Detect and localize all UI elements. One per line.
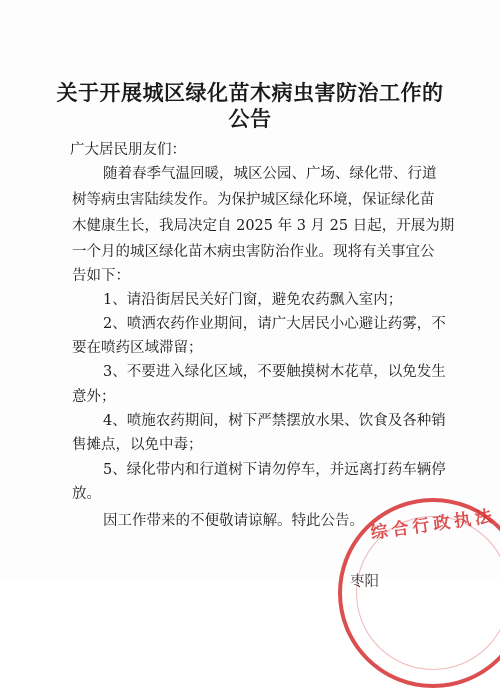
item-4-line1: 4、喷施农药期间，树下严禁摆放水果、饮食及各种销 bbox=[103, 413, 446, 429]
body-line-3: 木健康生长，我局决定自 2025 年 3 月 25 日起，开展为期 bbox=[72, 218, 455, 234]
notice-title-line1: 关于开展城区绿化苗木病虫害防治工作的 bbox=[56, 80, 444, 105]
item-3-line2: 意外； bbox=[72, 389, 116, 405]
body-line-5: 告如下： bbox=[72, 268, 130, 284]
item-4-line2: 售摊点，以免中毒； bbox=[72, 437, 203, 453]
official-seal bbox=[338, 498, 500, 688]
closing-line: 因工作带来的不便敬请谅解。特此公告。 bbox=[103, 513, 364, 529]
greeting: 广大居民朋友们： bbox=[70, 142, 186, 158]
item-1: 1、请沿街居民关好门窗，避免农药飘入室内； bbox=[103, 292, 403, 308]
item-3-line1: 3、不要进入绿化区域，不要触摸树木花草，以免发生 bbox=[103, 364, 446, 380]
notice-title-line2: 公告 bbox=[228, 106, 272, 131]
item-5-line1: 5、绿化带内和行道树下请勿停车，并远离打药车辆停 bbox=[103, 462, 446, 478]
body-line-4: 一个月的城区绿化苗木病虫害防治作业。现将有关事宜公 bbox=[72, 244, 435, 260]
official-seal-text: 综合行政执法 bbox=[369, 506, 498, 544]
item-2-line1: 2、喷洒农药作业期间，请广大居民小心避让药雾，不 bbox=[103, 316, 446, 332]
item-2-line2: 要在喷药区域滞留； bbox=[72, 340, 203, 356]
issuer-signature: 枣阳 bbox=[350, 574, 379, 590]
item-5-line2: 放。 bbox=[72, 486, 101, 502]
body-line-1: 随着春季气温回暖，城区公园、广场、绿化带、行道 bbox=[103, 166, 437, 182]
body-line-2: 树等病虫害陆续发作。为保护城区绿化环境，保证绿化苗 bbox=[72, 192, 435, 208]
